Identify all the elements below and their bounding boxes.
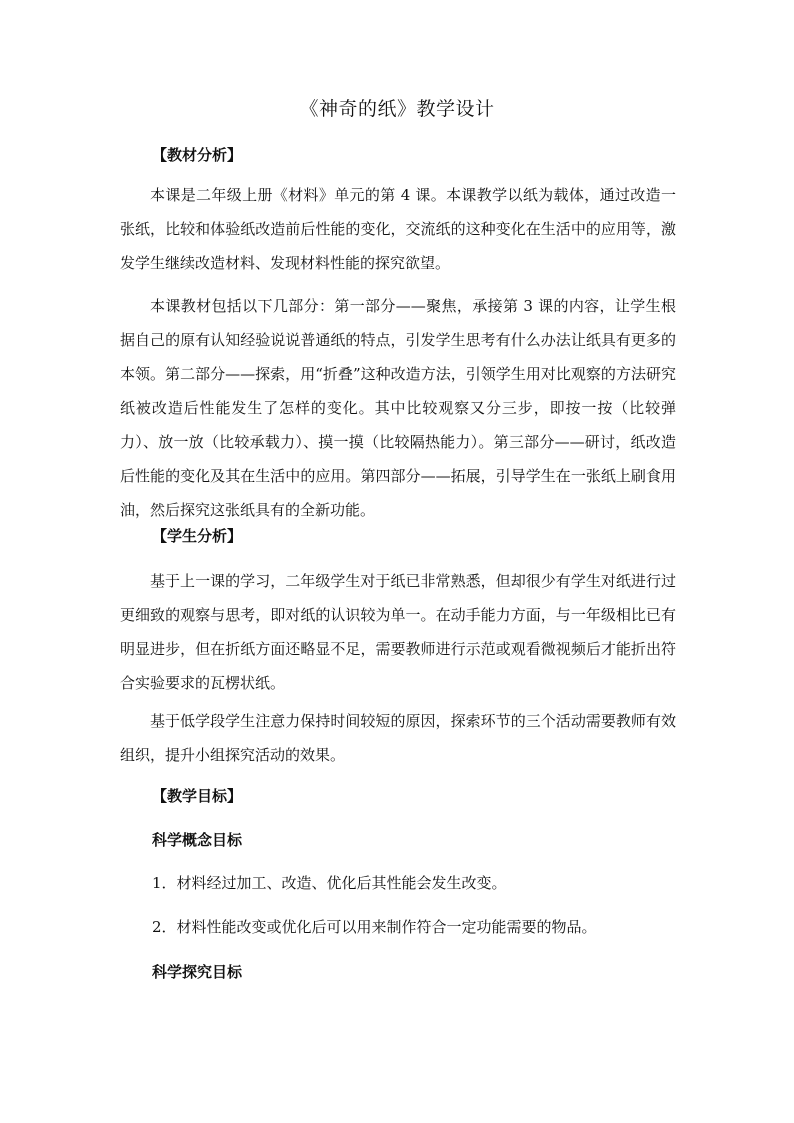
section-heading-teaching-goals: 【教学目标】 — [152, 787, 243, 805]
paragraph-student-analysis-2: 基于低学段学生注意力保持时间较短的原因，探索环节的三个活动需要教师有效组织，提升小组探究活动的效果。 — [120, 712, 676, 764]
subheading-inquiry-goals: 科学探究目标 — [152, 963, 243, 981]
paragraph-student-analysis-1: 基于上一课的学习，二年级学生对于纸已非常熟悉，但却很少有学生对纸进行过更细致的观察与思考，即对纸的认识较为单一。在动手能力方面，与一年级相比已有明显进步，但在折纸方面还略显不足，需要教师进行示范或观看微视频后才能折出符合实验要求的瓦楞状纸。 — [120, 572, 676, 692]
section-heading-textbook-analysis: 【教材分析】 — [152, 146, 243, 164]
concept-goal-item-2: 2．材料性能改变或优化后可以用来制作符合一定功能需要的物品。 — [152, 918, 597, 936]
document-title: 《神奇的纸》教学设计 — [299, 98, 495, 120]
concept-goal-item-1: 1．材料经过加工、改造、优化后其性能会发生改变。 — [152, 874, 507, 892]
section-heading-student-analysis: 【学生分析】 — [152, 527, 243, 545]
subheading-concept-goals: 科学概念目标 — [152, 831, 243, 849]
paragraph-textbook-analysis-1: 本课是二年级上册《材料》单元的第 4 课。本课教学以纸为载体，通过改造一张纸，比较和体验纸改造前后性能的变化，交流纸的这种变化在生活中的应用等，激发学生继续改造材料、发现材料性能的探究欲望。 — [120, 186, 676, 272]
paragraph-textbook-analysis-2: 本课教材包括以下几部分：第一部分——聚焦，承接第 3 课的内容，让学生根据自己的原有认知经验说说普通纸的特点，引发学生思考有什么办法让纸具有更多的本领。第二部分——探索，用“折叠”这种改造方法，引领学生用对比观察的方法研究纸被改造后性能发生了怎样的变化。其中比较观察又分三步，即按一按（比较弹力）、放一放（比较承载力）、摸一摸（比较隔热能力）。第三部分——研讨，纸改造后性能的变化及其在生活中的应用。第四部分——拓展，引导学生在一张纸上刷食用油，然后探究这张纸具有的全新功能。 — [120, 297, 676, 519]
